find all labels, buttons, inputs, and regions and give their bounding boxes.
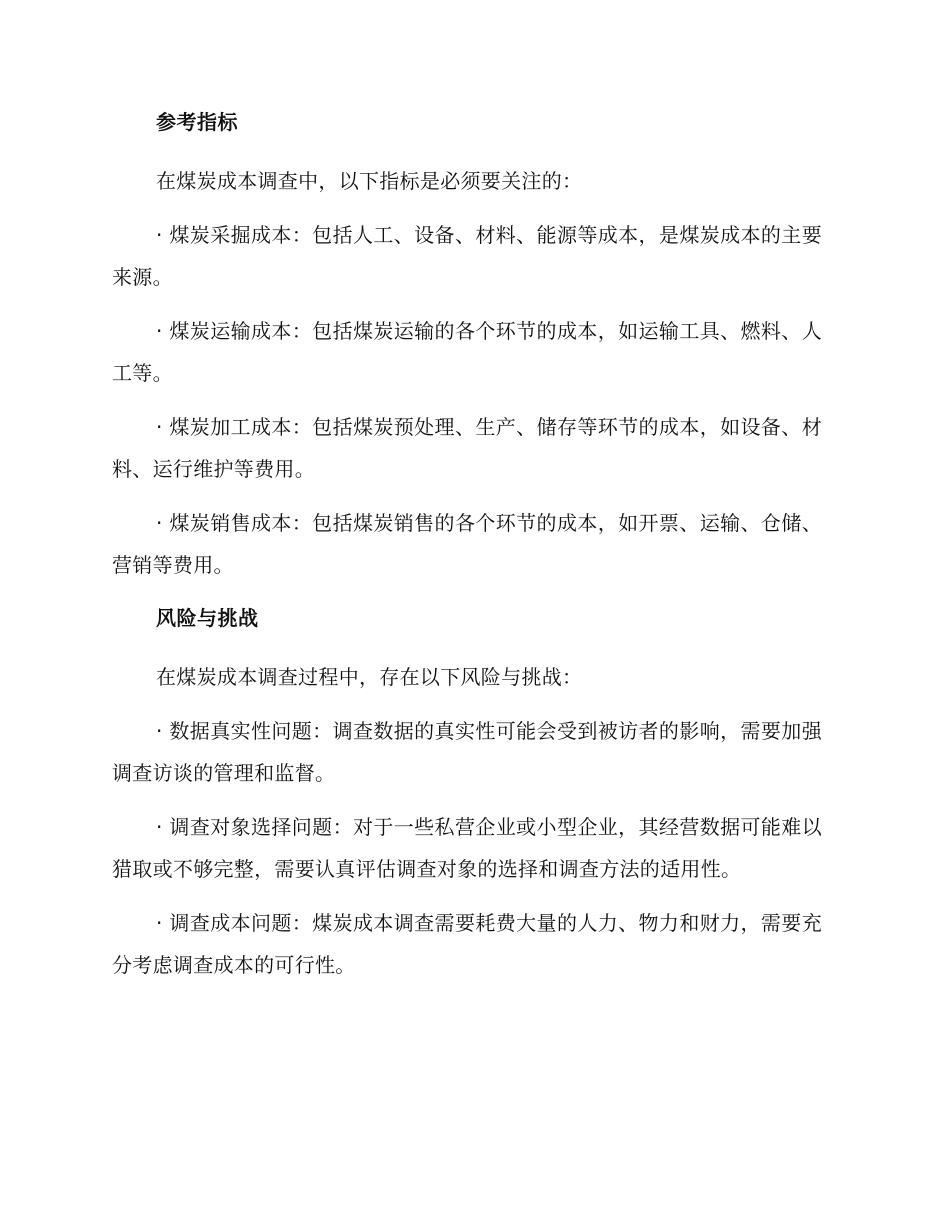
section-heading-risks-challenges: 风险与挑战: [156, 606, 259, 630]
list-item: · 调查对象选择问题：对于一些私营企业或小型企业，其经营数据可能难以猎取或不够完整，需要认真评估调查对象的选择和调查方法的适用性。: [112, 815, 822, 881]
list-item: · 煤炭销售成本：包括煤炭销售的各个环节的成本，如开票、运输、仓储、营销等费用。: [112, 511, 822, 577]
paragraph: 在煤炭成本调查过程中，存在以下风险与挑战：: [156, 665, 583, 689]
paragraph: 在煤炭成本调查中，以下指标是必须要关注的：: [156, 169, 583, 193]
list-item: · 煤炭运输成本：包括煤炭运输的各个环节的成本，如运输工具、燃料、人工等。: [112, 319, 822, 385]
section-heading-reference-indicators: 参考指标: [156, 110, 238, 134]
list-item: · 数据真实性问题：调查数据的真实性可能会受到被访者的影响，需要加强调查访谈的管理和监督。: [112, 719, 822, 785]
list-item: · 煤炭加工成本：包括煤炭预处理、生产、储存等环节的成本，如设备、材料、运行维护等费用。: [112, 415, 822, 481]
list-item: · 煤炭采掘成本：包括人工、设备、材料、能源等成本，是煤炭成本的主要来源。: [112, 223, 822, 289]
list-item: · 调查成本问题：煤炭成本调查需要耗费大量的人力、物力和财力，需要充分考虑调查成本的可行性。: [112, 911, 822, 977]
